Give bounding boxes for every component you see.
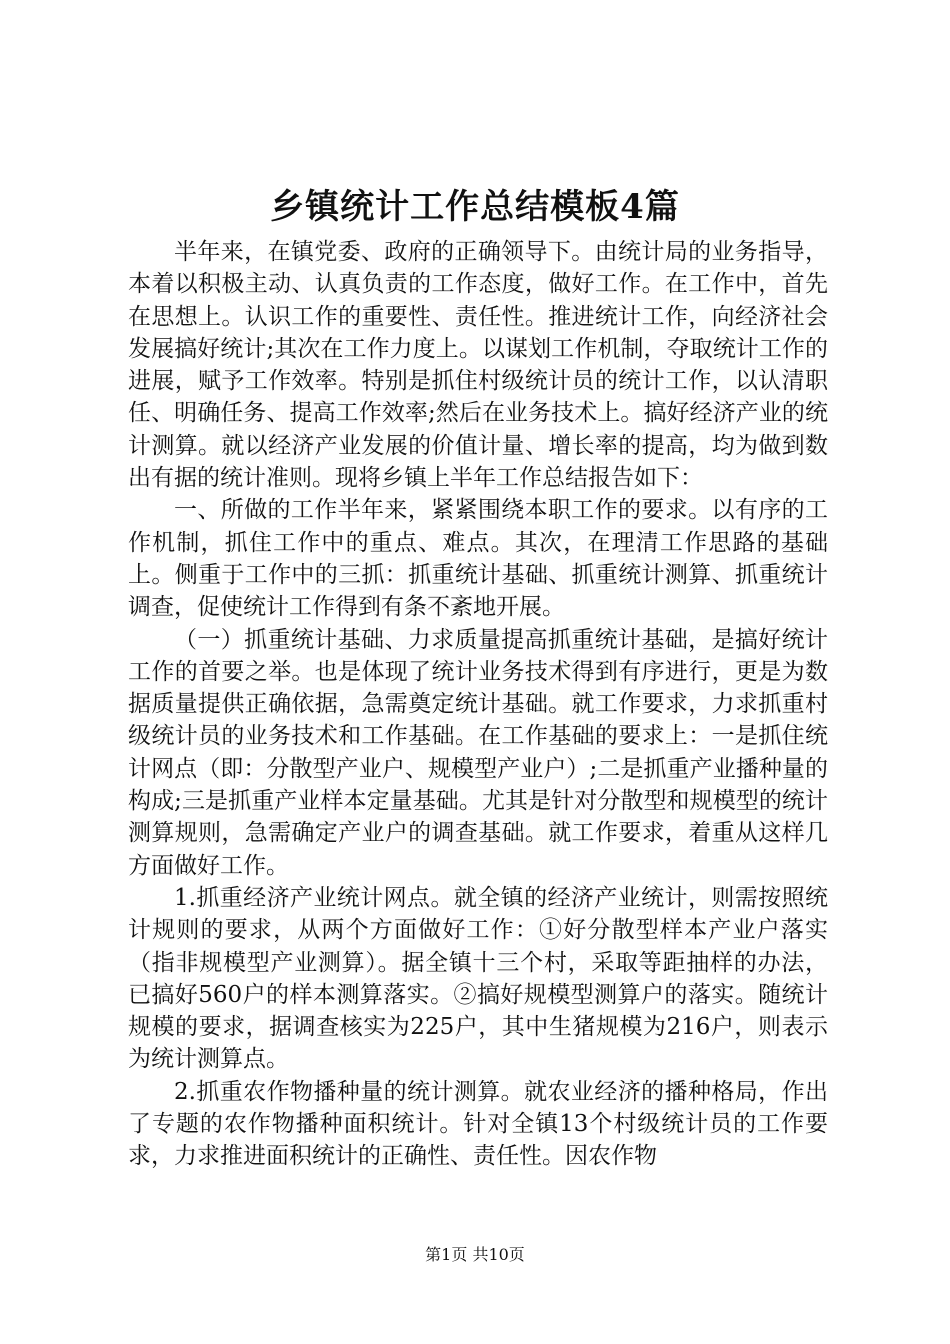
body-paragraph-item-two: 2.抓重农作物播种量的统计测算。就农业经济的播种格局，作出了专题的农作物播种面积统计。针对全镇13个村级统计员的工作要求，力求推进面积统计的正确性、责任性。因农作物 [128, 1078, 828, 1170]
document-body [128, 236, 828, 1173]
page-number-footer: 第1页 共10页 [425, 1245, 525, 1264]
body-paragraph-item-one: 1.抓重经济产业统计网点。就全镇的经济产业统计，则需按照统计规则的要求，从两个方面做好工作：①好分散型样本产业户落实（指非规模型产业测算）。据全镇十三个村，采取等距抽样的办法，已搞好560户的样本测算落实。②搞好规模型测算户的落实。随统计规模的要求，据调查核实为225户，其中生猪规模为216户，则表示为统计测算点。 [128, 884, 828, 1073]
document-title: 乡镇统计工作总结模板4篇 [270, 187, 680, 227]
body-paragraph-section-one: 一、所做的工作半年来，紧紧围绕本职工作的要求。以有序的工作机制，抓住工作中的重点、难点。其次，在理清工作思路的基础上。侧重于工作中的三抓：抓重统计基础、抓重统计测算、抓重统计调查，促使统计工作得到有条不紊地开展。 [128, 497, 828, 621]
body-paragraph-subsection-one: （一）抓重统计基础、力求质量提高抓重统计基础，是搞好统计工作的首要之举。也是体现了统计业务技术得到有序进行，更是为数据质量提供正确依据，急需奠定统计基础。就工作要求，力求抓重村级统计员的业务技术和工作基础。在工作基础的要求上：一是抓住统计网点（即：分散型产业户、规模型产业户）;二是抓重产业播种量的构成;三是抓重产业样本定量基础。尤其是针对分散型和规模型的统计测算规则，急需确定产业户的调查基础。就工作要求，着重从这样几方面做好工作。 [128, 626, 828, 879]
body-paragraph-intro: 半年来，在镇党委、政府的正确领导下。由统计局的业务指导，本着以积极主动、认真负责的工作态度，做好工作。在工作中，首先在思想上。认识工作的重要性、责任性。推进统计工作，向经济社会发展搞好统计;其次在工作力度上。以谋划工作机制，夺取统计工作的进展，赋予工作效率。特别是抓住村级统计员的统计工作，以认清职任、明确任务、提高工作效率;然后在业务技术上。搞好经济产业的统计测算。就以经济产业发展的价值计量、增长率的提高，均为做到数出有据的统计准则。现将乡镇上半年工作总结报告如下： [128, 239, 828, 492]
